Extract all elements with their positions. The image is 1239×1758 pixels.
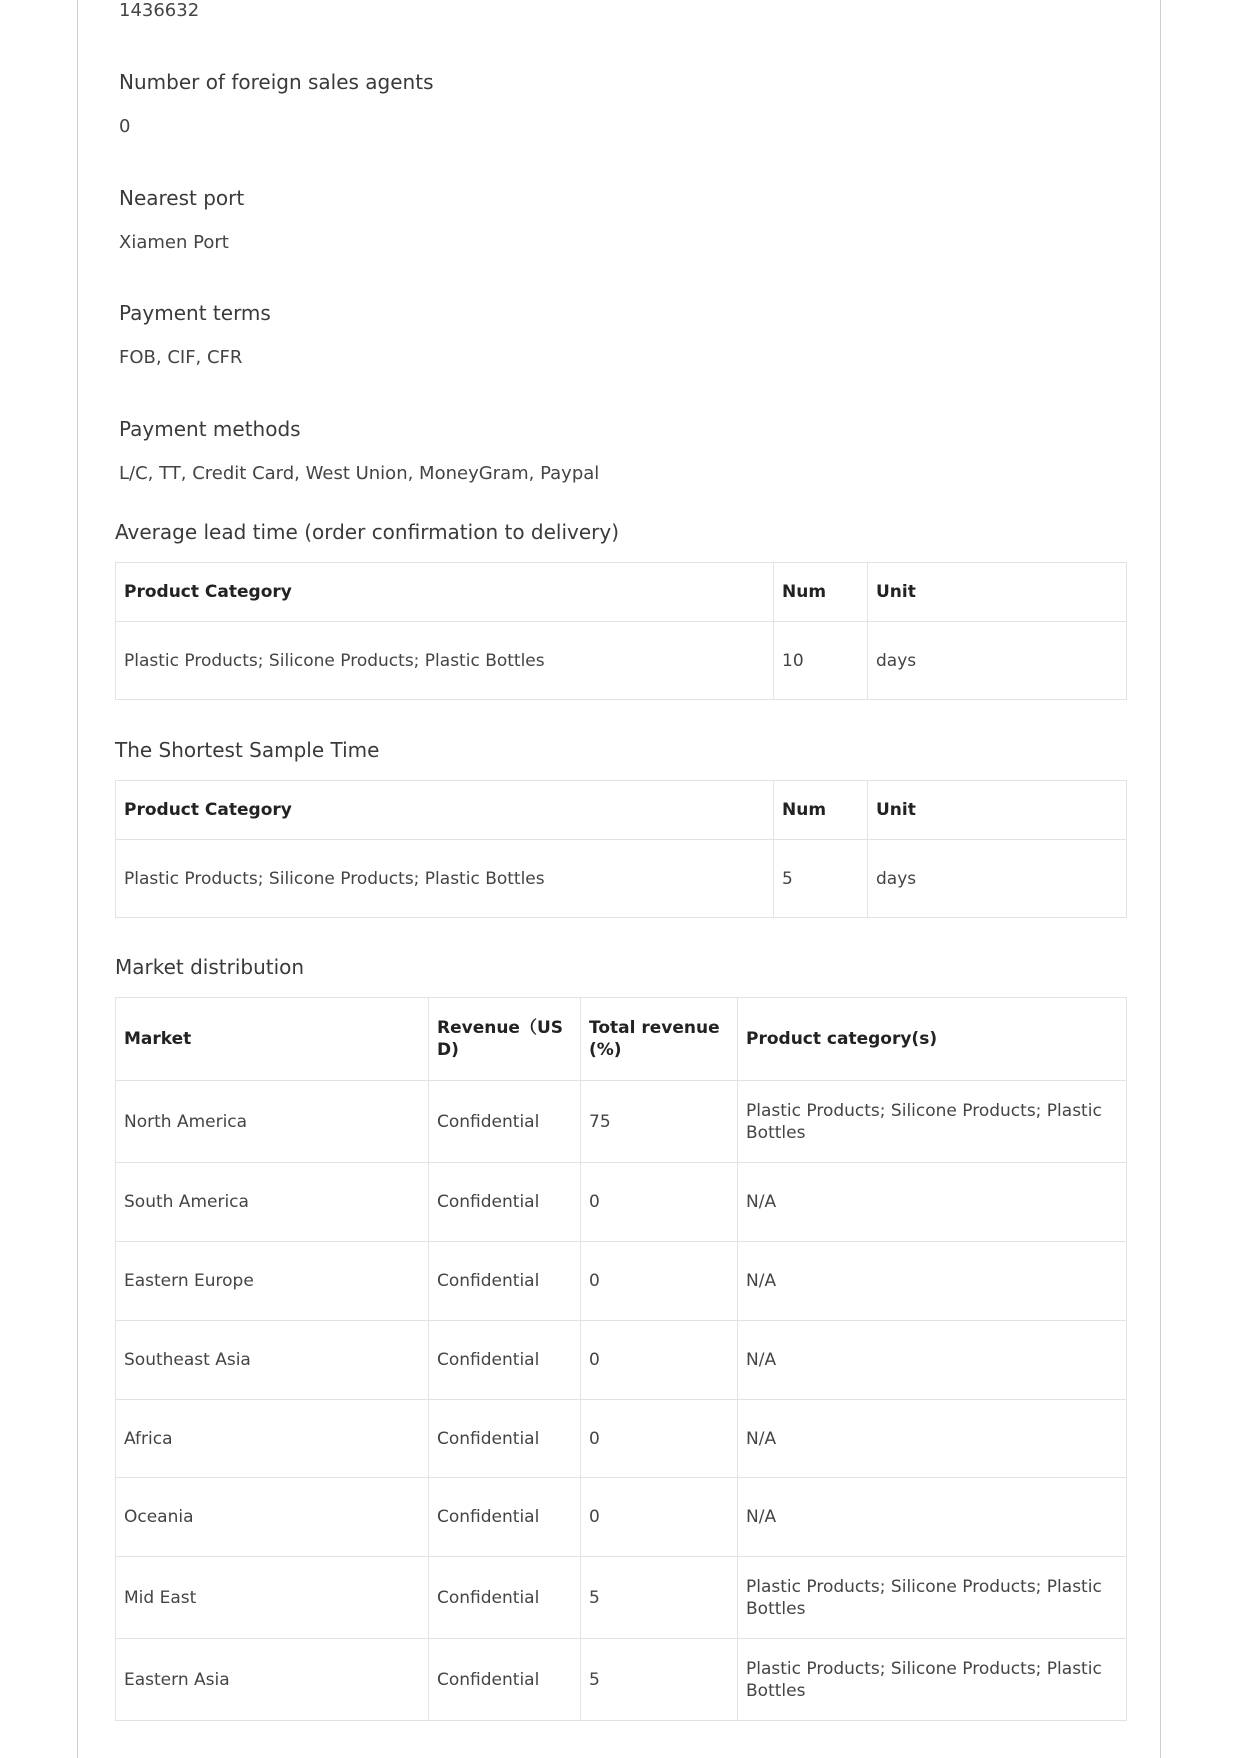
- field-payment-methods: [119, 417, 599, 485]
- cell-market: Mid East: [116, 1557, 429, 1639]
- sample-time-title: The Shortest Sample Time: [115, 738, 380, 762]
- cell-revenue: Confidential: [429, 1557, 581, 1639]
- cell-revenue: Confidential: [429, 1081, 581, 1163]
- cell-product-categories: N/A: [738, 1242, 1127, 1321]
- cell-market: South America: [116, 1163, 429, 1242]
- field-label: Number of foreign sales agents: [119, 70, 434, 94]
- field-value: Xiamen Port: [119, 232, 229, 253]
- field-nearest-port: [119, 186, 244, 254]
- table-row: [116, 840, 1127, 918]
- cell-product-categories: N/A: [738, 1400, 1127, 1478]
- cell-market: Oceania: [116, 1478, 429, 1557]
- field-payment-terms: [119, 301, 271, 369]
- field-value: 1436632: [119, 0, 200, 21]
- table-row: [116, 1400, 1127, 1478]
- cell-product-categories: Plastic Products; Silicone Products; Plastic Bottles: [738, 1639, 1127, 1721]
- table-header-row: [116, 998, 1127, 1081]
- cell-product-categories: Plastic Products; Silicone Products; Plastic Bottles: [738, 1557, 1127, 1639]
- cell-market: North America: [116, 1081, 429, 1163]
- cell-market: Africa: [116, 1400, 429, 1478]
- cell-revenue: Confidential: [429, 1639, 581, 1721]
- table-header-row: [116, 563, 1127, 622]
- cell-total-revenue: 0: [581, 1478, 738, 1557]
- table-row: [116, 1163, 1127, 1242]
- table-row: [116, 622, 1127, 700]
- field-value: FOB, CIF, CFR: [119, 347, 243, 368]
- cell-market: Southeast Asia: [116, 1321, 429, 1400]
- cell-num: 10: [774, 622, 868, 700]
- cell-unit: days: [868, 840, 1127, 918]
- cell-market: Eastern Europe: [116, 1242, 429, 1321]
- header-unit: Unit: [868, 781, 1127, 840]
- cell-product-categories: N/A: [738, 1321, 1127, 1400]
- header-num: Num: [774, 781, 868, 840]
- lead-time-title: Average lead time (order confirmation to delivery): [115, 520, 620, 544]
- table-header-row: [116, 781, 1127, 840]
- field-label: Payment methods: [119, 417, 301, 441]
- cell-total-revenue: 0: [581, 1163, 738, 1242]
- cell-revenue: Confidential: [429, 1321, 581, 1400]
- lead-time-table: [115, 562, 1127, 700]
- cell-revenue: Confidential: [429, 1478, 581, 1557]
- header-num: Num: [774, 563, 868, 622]
- header-revenue: Revenue（USD): [429, 998, 581, 1081]
- header-product-category: Product Category: [116, 781, 774, 840]
- table-row: [116, 1557, 1127, 1639]
- field-foreign-sales-agents: [119, 70, 434, 138]
- table-row: [116, 1639, 1127, 1721]
- document-page: [77, 0, 1161, 1758]
- header-total-revenue: Total revenue (%): [581, 998, 738, 1081]
- cell-unit: days: [868, 622, 1127, 700]
- sample-time-table: [115, 780, 1127, 918]
- cell-product-categories: N/A: [738, 1478, 1127, 1557]
- cell-revenue: Confidential: [429, 1242, 581, 1321]
- table-row: [116, 1478, 1127, 1557]
- header-product-categories: Product category(s): [738, 998, 1127, 1081]
- field-truncated: [119, 0, 199, 22]
- field-value: 0: [119, 116, 131, 137]
- header-unit: Unit: [868, 563, 1127, 622]
- field-label: Nearest port: [119, 186, 245, 210]
- cell-product-category: Plastic Products; Silicone Products; Plastic Bottles: [116, 840, 774, 918]
- table-row: [116, 1321, 1127, 1400]
- field-value: L/C, TT, Credit Card, West Union, MoneyGram, Paypal: [119, 463, 600, 484]
- cell-total-revenue: 0: [581, 1321, 738, 1400]
- field-label: Payment terms: [119, 301, 271, 325]
- cell-total-revenue: 5: [581, 1557, 738, 1639]
- cell-market: Eastern Asia: [116, 1639, 429, 1721]
- cell-total-revenue: 0: [581, 1242, 738, 1321]
- header-market: Market: [116, 998, 429, 1081]
- cell-product-category: Plastic Products; Silicone Products; Plastic Bottles: [116, 622, 774, 700]
- market-table: [115, 997, 1127, 1721]
- cell-revenue: Confidential: [429, 1163, 581, 1242]
- cell-num: 5: [774, 840, 868, 918]
- cell-total-revenue: 75: [581, 1081, 738, 1163]
- market-title: Market distribution: [115, 955, 305, 979]
- header-product-category: Product Category: [116, 563, 774, 622]
- cell-product-categories: N/A: [738, 1163, 1127, 1242]
- cell-revenue: Confidential: [429, 1400, 581, 1478]
- cell-total-revenue: 5: [581, 1639, 738, 1721]
- table-row: [116, 1242, 1127, 1321]
- table-row: [116, 1081, 1127, 1163]
- cell-total-revenue: 0: [581, 1400, 738, 1478]
- cell-product-categories: Plastic Products; Silicone Products; Plastic Bottles: [738, 1081, 1127, 1163]
